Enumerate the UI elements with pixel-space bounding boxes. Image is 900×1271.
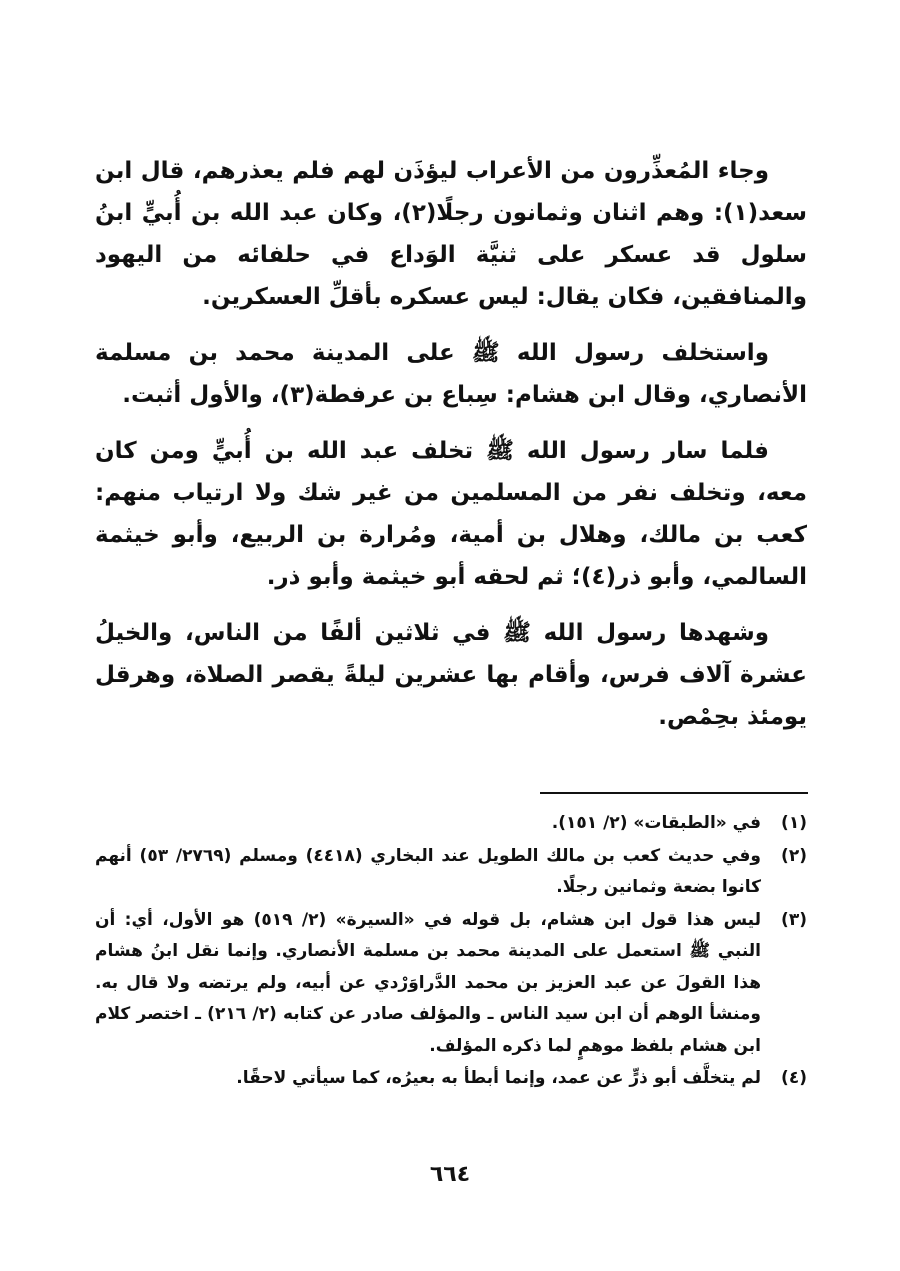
footnote-number: (٤) [781, 1068, 807, 1088]
page-number: ٦٦٤ [429, 1162, 471, 1187]
footnote [95, 1063, 807, 1095]
footnote-number: (١) [781, 813, 807, 833]
footnote [95, 808, 807, 840]
footnote-text: في «الطبقات» (٢/ ١٥١). [551, 813, 761, 833]
footnote-number: (٣) [781, 909, 807, 930]
footnote [95, 841, 807, 904]
footnote-separator [540, 792, 808, 794]
paragraph: وجاء المُعذِّرون من الأعراب ليؤذَن لهم فلم يعذرهم، قال ابن سعد(١): وهم اثنان وثمانون رجلًا(٢)، وكان عبد الله بن أُبيٍّ ابنُ سلول قد عسكر على ثنيَّة الوَداع في حلفائه من اليهود والمنافقين، فكان يقال: ليس عسكره بأقلِّ العسكرين. [95, 158, 807, 310]
footnote-number: (٢) [781, 845, 807, 866]
paragraph: وشهدها رسول الله ﷺ في ثلاثين ألفًا من الناس، والخيلُ عشرة آلاف فرس، وأقام بها عشرين ليلةً يقصر الصلاة، وهرقل يومئذ بحِمْص. [95, 620, 807, 730]
paragraph: فلما سار رسول الله ﷺ تخلف عبد الله بن أُبيٍّ ومن كان معه، وتخلف نفر من المسلمين من غير شك ولا ارتياب منهم: كعب بن مالك، وهلال بن أمية، ومُرارة بن الربيع، وأبو خيثمة السالمي، وأبو ذر(٤)؛ ثم لحقه أبو خيثمة وأبو ذر. [95, 438, 807, 590]
main-text [95, 150, 807, 752]
paragraph: واستخلف رسول الله ﷺ على المدينة محمد بن مسلمة الأنصاري، وقال ابن هشام: سِباع بن عرفطة(٣)، والأول أثبت. [95, 340, 807, 408]
footnote-text: لم يتخلَّف أبو ذرٍّ عن عمد، وإنما أبطأ به بعيرُه، كما سيأتي لاحقًا. [236, 1068, 761, 1088]
footnote-text: وفي حديث كعب بن مالك الطويل عند البخاري (٤٤١٨) ومسلم (٢٧٦٩/ ٥٣) أنهم كانوا بضعة وثمانين رجلًا. [95, 845, 761, 897]
footnote [95, 905, 807, 1063]
footnote-text: ليس هذا قول ابن هشام، بل قوله في «السيرة» (٢/ ٥١٩) هو الأول، أي: أن النبي ﷺ استعمل على المدينة محمد بن مسلمة الأنصاري. وإنما نقل ابنُ هشام هذا القولَ عن عبد العزيز بن محمد الدَّراوَرْدي عن أبيه، ولم يرتضه ولا قال به. ومنشأ الوهم أن ابن سيد الناس ـ والمؤلف صادر عن كتابه (٢/ ٢١٦) ـ اختصر كلام ابن هشام بلفظ موهمٍ لما ذكره المؤلف. [95, 909, 761, 1056]
footnotes [95, 808, 807, 1096]
